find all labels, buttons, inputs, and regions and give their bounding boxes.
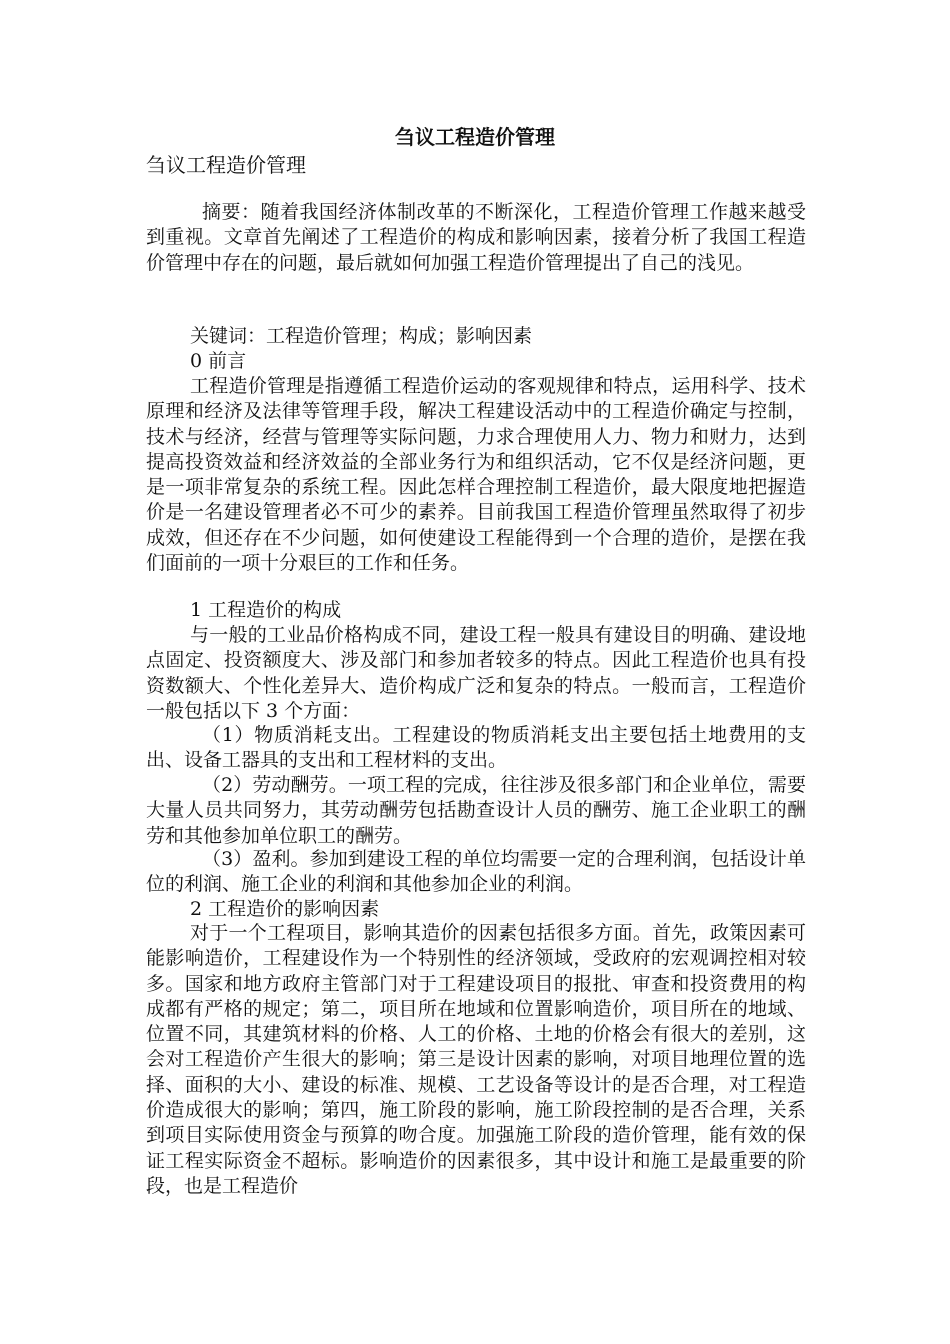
section-1-heading: 1 工程造价的构成 [190,599,342,621]
section-0-paragraph: 工程造价管理是指遵循工程造价运动的客观规律和特点，运用科学、技术原理和经济及法律等管理手段，解决工程建设活动中的工程造价确定与控制，技术与经济，经营与管理等实际问题，力求合理使用人力、物力和财力，达到提高投资效益和经济效益的全部业务行为和组织活动，它不仅是经济问题，更是一项非常复杂的系统工程。因此怎样合理控制工程造价，最大限度地把握造价是一名建设管理者必不可少的素养。目前我国工程造价管理虽然取得了初步成效，但还存在不少问题，如何使建设工程能得到一个合理的造价，是摆在我们面前的一项十分艰巨的工作和任务。 [146,375,806,575]
list-item-3: （3）盈利。参加到建设工程的单位均需要一定的合理利润，包括设计单位的利润、施工企业的利润和其他参加企业的利润。 [146,848,806,896]
document-title: 刍议工程造价管理 [395,125,555,149]
section-0-heading: 0 前言 [190,350,247,372]
abstract-paragraph: 摘要：随着我国经济体制改革的不断深化，工程造价管理工作越来越受到重视。文章首先阐述了工程造价的构成和影响因素，接着分析了我国工程造价管理中存在的问题，最后就如何加强工程造价管理提出了自己的浅见。 [146,201,806,274]
list-item-2: （2）劳动酬劳。一项工程的完成，往往涉及很多部门和企业单位，需要大量人员共同努力，其劳动酬劳包括勘查设计人员的酬劳、施工企业职工的酬劳和其他参加单位职工的酬劳。 [146,774,806,847]
keywords-line: 关键词：工程造价管理；构成；影响因素 [190,325,533,347]
document-subtitle: 刍议工程造价管理 [146,153,306,177]
section-2-paragraph: 对于一个工程项目，影响其造价的因素包括很多方面。首先，政策因素可能影响造价，工程建设作为一个特别性的经济领域，受政府的宏观调控相对较多。国家和地方政府主管部门对于工程建设项目的报批、审查和投资费用的构成都有严格的规定；第二，项目所在地域和位置影响造价，项目所在的地域、位置不同，其建筑材料的价格、人工的价格、土地的价格会有很大的差别，这会对工程造价产生很大的影响；第三是设计因素的影响，对项目地理位置的选择、面积的大小、建设的标准、规模、工艺设备等设计的是否合理，对工程造价造成很大的影响；第四，施工阶段的影响，施工阶段控制的是否合理，关系到项目实际使用资金与预算的吻合度。加强施工阶段的造价管理，能有效的保证工程实际资金不超标。影响造价的因素很多，其中设计和施工是最重要的阶段，也是工程造价 [146,922,806,1197]
section-1-paragraph: 与一般的工业品价格构成不同，建设工程一般具有建设目的明确、建设地点固定、投资额度大、涉及部门和参加者较多的特点。因此工程造价也具有投资数额大、个性化差异大、造价构成广泛和复杂的特点。一般而言，工程造价一般包括以下 3 个方面： [146,624,806,722]
section-2-heading: 2 工程造价的影响因素 [190,898,380,920]
list-item-1: （1）物质消耗支出。工程建设的物质消耗支出主要包括土地费用的支出、设备工器具的支出和工程材料的支出。 [146,724,806,772]
